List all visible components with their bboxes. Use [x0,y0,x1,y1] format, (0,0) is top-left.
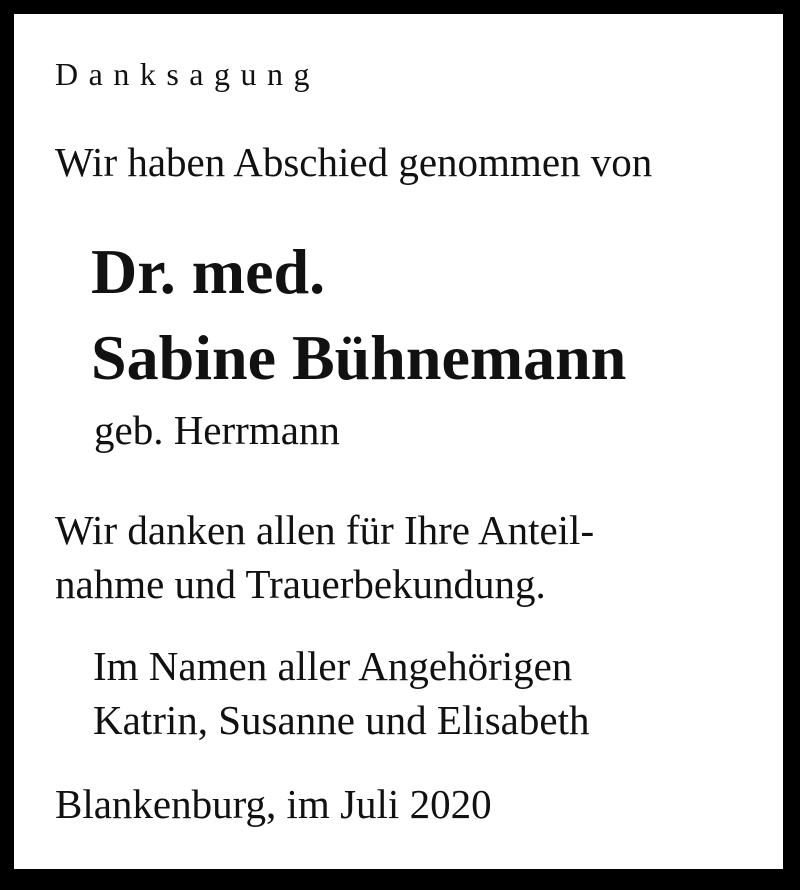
deceased-title: Dr. med. [91,236,326,307]
place-and-date: Blankenburg, im Juli 2020 [55,781,492,827]
deceased-name: Sabine Bühnemann [91,322,627,393]
intro-text: Wir haben Abschied genommen von [55,139,653,185]
obituary-notice [14,14,783,869]
thanks-text-line-1: Wir danken allen für Ihre Anteil- [55,507,595,553]
thanks-text-line-2: nahme und Trauerbekundung. [55,561,546,607]
notice-heading: Danksagung [55,56,320,92]
maiden-name: geb. Herrmann [94,407,340,453]
signature-line-1: Im Namen aller Angehörigen [93,643,573,689]
signature-line-2: Katrin, Susanne und Elisabeth [93,697,590,743]
